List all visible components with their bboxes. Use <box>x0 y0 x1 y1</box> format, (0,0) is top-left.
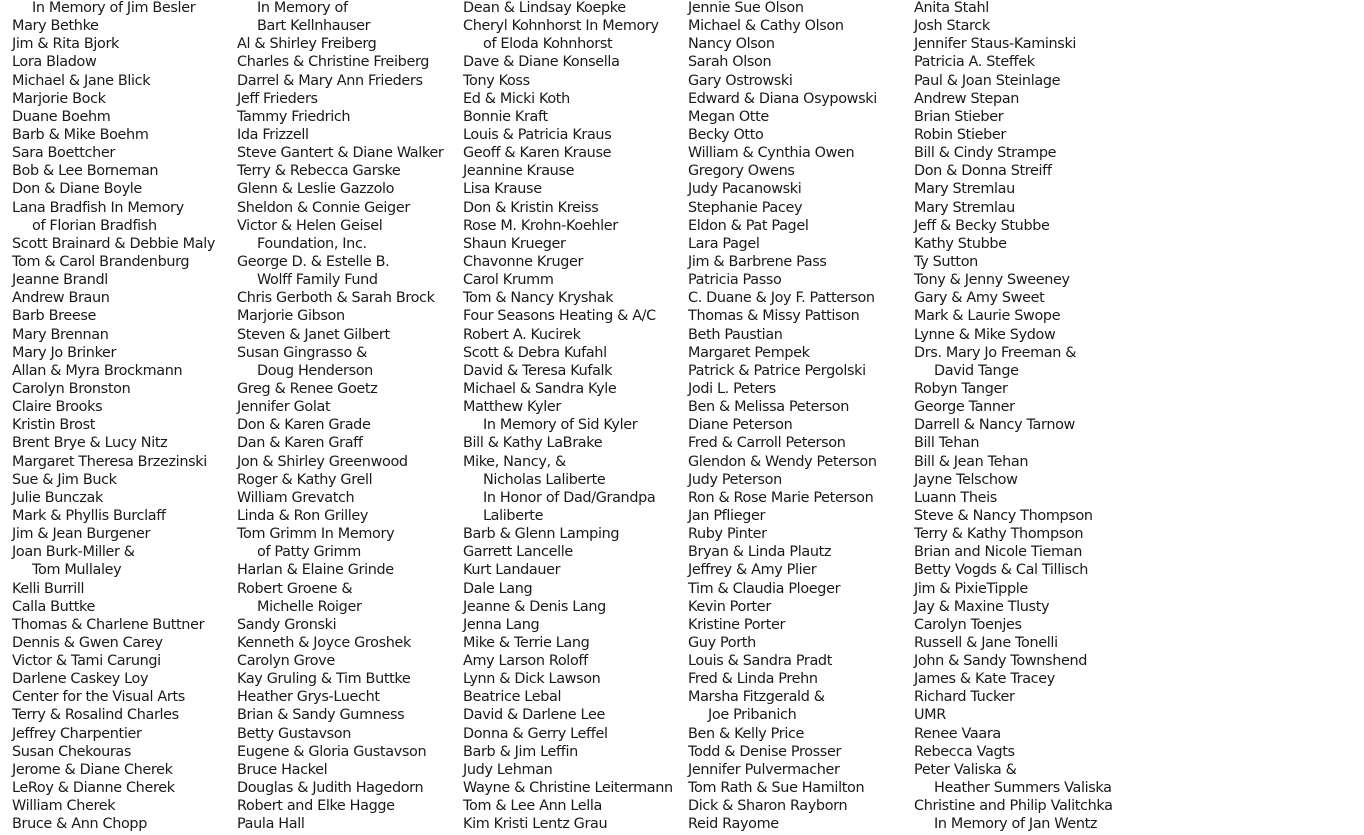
donor-name: Chavonne Kruger <box>463 253 584 270</box>
donor-name: Michael & Jane Blick <box>12 72 151 89</box>
donor-name: Julie Bunczak <box>12 489 103 506</box>
donor-name: Susan Chekouras <box>12 743 132 760</box>
donor-name: Barb Breese <box>12 308 96 325</box>
donor-name: Mike & Terrie Lang <box>463 634 590 651</box>
donor-name: Greg & Renee Goetz <box>237 380 378 397</box>
donor-name: Scott & Debra Kufahl <box>463 344 607 361</box>
donor-name: Darlene Caskey Loy <box>12 671 149 688</box>
donor-name: Robin Stieber <box>914 126 1006 143</box>
donor-name: Kevin Porter <box>688 598 771 615</box>
donor-name: William Grevatch <box>237 489 355 506</box>
donor-name-continuation: of Eloda Kohnhorst <box>483 36 613 53</box>
donor-name-continuation: of Florian Bradfish <box>32 217 157 234</box>
donor-name: Dick & Sharon Rayborn <box>688 798 848 815</box>
donor-name: Linda & Ron Grilley <box>237 507 369 524</box>
donor-name: LeRoy & Dianne Cherek <box>12 780 175 797</box>
donor-name: Eugene & Gloria Gustavson <box>237 743 427 760</box>
donor-name: Bob & Lee Borneman <box>12 163 159 180</box>
donor-name: Christine and Philip Valitchka <box>914 798 1113 815</box>
donor-name: Allan & Myra Brockmann <box>12 362 183 379</box>
donor-name: Tim & Claudia Ploeger <box>688 580 841 597</box>
donor-name: Paula Hall <box>237 816 305 833</box>
donor-name: William & Cynthia Owen <box>688 145 855 162</box>
donor-name: David & Darlene Lee <box>463 707 605 724</box>
donor-name: Al & Shirley Freiberg <box>237 36 377 53</box>
donor-name: Jenna Lang <box>463 616 540 633</box>
donor-name: Bruce & Ann Chopp <box>12 816 147 833</box>
donor-name: Tom & Carol Brandenburg <box>12 253 190 270</box>
donor-name-continuation: In Memory of Jan Wentz <box>934 816 1098 833</box>
donor-name: John & Sandy Townshend <box>914 653 1088 670</box>
donor-name: Judy Pacanowski <box>688 181 802 198</box>
donor-name: Jennifer Golat <box>237 399 331 416</box>
donor-name: Gregory Owens <box>688 163 795 180</box>
donor-name: Sara Boettcher <box>12 145 115 162</box>
donor-name: Kim Kristi Lentz Grau <box>463 816 608 833</box>
donor-name: Kathy Stubbe <box>914 235 1007 252</box>
donor-name: Claire Brooks <box>12 399 103 416</box>
donor-name: Marsha Fitzgerald & <box>688 689 825 706</box>
donor-name: Mary Stremlau <box>914 181 1015 198</box>
donor-name: Charles & Christine Freiberg <box>237 54 430 71</box>
donor-name: Jennie Sue Olson <box>688 0 804 16</box>
donor-name: Mary Bethke <box>12 18 99 35</box>
donor-name: Cheryl Kohnhorst In Memory <box>463 18 659 35</box>
donor-name-continuation: Michelle Roiger <box>257 598 362 615</box>
donor-name: Jeanne Brandl <box>12 272 108 289</box>
donor-name: Sue & Jim Buck <box>12 471 117 488</box>
donor-name: Four Seasons Heating & A/C <box>463 308 656 325</box>
donor-name: Mark & Phyllis Burclaff <box>12 507 166 524</box>
donor-name: Margaret Pempek <box>688 344 810 361</box>
donor-name: Bryan & Linda Plautz <box>688 544 832 561</box>
donor-name: Jeanne & Denis Lang <box>463 598 606 615</box>
donor-name: Betty Gustavson <box>237 725 352 742</box>
donor-name: Tom & Nancy Kryshak <box>463 290 614 307</box>
donor-name-continuation: In Memory of Jim Besler <box>32 0 196 16</box>
donor-name: David & Teresa Kufalk <box>463 362 613 379</box>
donor-name: Barb & Jim Leffin <box>463 743 578 760</box>
donor-name: Jim & PixieTipple <box>914 580 1028 597</box>
donor-name: Glendon & Wendy Peterson <box>688 453 877 470</box>
donor-name: Carolyn Bronston <box>12 380 131 397</box>
donor-name: Luann Theis <box>914 489 997 506</box>
donor-name: Steve Gantert & Diane Walker <box>237 145 444 162</box>
donor-name: Barb & Glenn Lamping <box>463 526 620 543</box>
donor-name: Marjorie Bock <box>12 90 106 107</box>
donor-name: Mary Brennan <box>12 326 109 343</box>
donor-name-continuation: Doug Henderson <box>257 362 373 379</box>
donor-name: Carol Krumm <box>463 272 554 289</box>
donor-name-continuation: Bart Kellnhauser <box>257 18 371 35</box>
donor-name: Wayne & Christine Leitermann <box>463 780 673 797</box>
donor-name: Patricia Passo <box>688 272 782 289</box>
donor-name: Sandy Gronski <box>237 616 337 633</box>
donor-name: Todd & Denise Prosser <box>688 743 842 760</box>
donor-name: Geoff & Karen Krause <box>463 145 612 162</box>
donor-name: Megan Otte <box>688 108 769 125</box>
donor-name: Josh Starck <box>914 18 990 35</box>
donor-name: Jeff & Becky Stubbe <box>914 217 1050 234</box>
donor-name: George D. & Estelle B. <box>237 253 390 270</box>
donor-name-continuation: Laliberte <box>483 507 544 524</box>
donor-name-continuation: In Honor of Dad/Grandpa <box>483 489 656 506</box>
donor-column-3 <box>463 0 687 833</box>
donor-name: Don & Karen Grade <box>237 417 371 434</box>
donor-name: Beatrice Lebal <box>463 689 562 706</box>
donor-name: Drs. Mary Jo Freeman & <box>914 344 1077 361</box>
donor-name: Amy Larson Roloff <box>463 653 588 670</box>
donor-name: Mary Stremlau <box>914 199 1015 216</box>
donor-name: Jayne Telschow <box>914 471 1018 488</box>
donor-name: Jeff Frieders <box>237 90 318 107</box>
donor-name: Brent Brye & Lucy Nitz <box>12 435 168 452</box>
donor-name-continuation: Tom Mullaley <box>32 562 122 579</box>
donor-name: Louis & Sandra Pradt <box>688 653 833 670</box>
donor-name: Jerome & Diane Cherek <box>12 761 173 778</box>
donor-name: Renee Vaara <box>914 725 1001 742</box>
donor-name: Matthew Kyler <box>463 399 561 416</box>
donor-name: Ty Sutton <box>914 253 978 270</box>
donor-name: Peter Valiska & <box>914 761 1017 778</box>
donor-name: Scott Brainard & Debbie Maly <box>12 235 216 252</box>
donor-name: Eldon & Pat Pagel <box>688 217 809 234</box>
donor-name: Jan Pflieger <box>688 507 766 524</box>
donor-column-2 <box>237 0 461 833</box>
donor-name: Tony Koss <box>463 72 530 89</box>
donor-name: Jim & Barbrene Pass <box>688 253 827 270</box>
donor-name: Bill & Cindy Strampe <box>914 145 1057 162</box>
donor-name-continuation: Joe Pribanich <box>708 707 797 724</box>
donor-name: Lynne & Mike Sydow <box>914 326 1056 343</box>
donor-name: Dave & Diane Konsella <box>463 54 620 71</box>
donor-name: Becky Otto <box>688 126 764 143</box>
donor-name: Terry & Kathy Thompson <box>914 526 1084 543</box>
donor-name: Joan Burk-Miller & <box>12 544 135 561</box>
donor-name: C. Duane & Joy F. Patterson <box>688 290 875 307</box>
donor-name: Mary Jo Brinker <box>12 344 117 361</box>
donor-name: Ben & Melissa Peterson <box>688 399 850 416</box>
donor-name: Bill Tehan <box>914 435 980 452</box>
donor-name: Donna & Gerry Leffel <box>463 725 608 742</box>
donor-name: Jeffrey & Amy Plier <box>688 562 817 579</box>
donor-name: James & Kate Tracey <box>914 671 1055 688</box>
donor-name: Dan & Karen Graff <box>237 435 363 452</box>
donor-name: Lynn & Dick Lawson <box>463 671 601 688</box>
donor-name: Ed & Micki Koth <box>463 90 570 107</box>
donor-name: Douglas & Judith Hagedorn <box>237 780 424 797</box>
donor-column-1 <box>12 0 236 833</box>
donor-name: Kristin Brost <box>12 417 96 434</box>
donor-name: Jeannine Krause <box>463 163 575 180</box>
donor-name: Stephanie Pacey <box>688 199 803 216</box>
donor-name-continuation: In Memory of <box>257 0 348 16</box>
donor-name: Bruce Hackel <box>237 761 328 778</box>
donor-name: Terry & Rosalind Charles <box>12 707 179 724</box>
donor-name: Harlan & Elaine Grinde <box>237 562 394 579</box>
donor-name: Sarah Olson <box>688 54 772 71</box>
donor-name: Louis & Patricia Kraus <box>463 126 612 143</box>
donor-name: Jennifer Pulvermacher <box>688 761 840 778</box>
donor-name-continuation: Nicholas Laliberte <box>483 471 606 488</box>
donor-name: Steven & Janet Gilbert <box>237 326 390 343</box>
donor-name: Don & Diane Boyle <box>12 181 142 198</box>
donor-name: Reid Rayome <box>688 816 779 833</box>
donor-name: Don & Kristin Kreiss <box>463 199 599 216</box>
donor-name: Chris Gerboth & Sarah Brock <box>237 290 435 307</box>
donor-name: Diane Peterson <box>688 417 793 434</box>
donor-name: Judy Lehman <box>463 761 553 778</box>
donor-name: Ruby Pinter <box>688 526 767 543</box>
donor-name: Lisa Krause <box>463 181 542 198</box>
donor-name: Jim & Jean Burgener <box>12 526 151 543</box>
donor-name: Jodi L. Peters <box>688 380 776 397</box>
donor-name: Rebecca Vagts <box>914 743 1015 760</box>
donor-name: Glenn & Leslie Gazzolo <box>237 181 395 198</box>
donor-name: Kristine Porter <box>688 616 786 633</box>
donor-name: Ben & Kelly Price <box>688 725 805 742</box>
donor-name: Bonnie Kraft <box>463 108 548 125</box>
donor-name: Kelli Burrill <box>12 580 85 597</box>
donor-name: Judy Peterson <box>688 471 782 488</box>
donor-name: Tammy Friedrich <box>237 108 351 125</box>
donor-name: Lara Pagel <box>688 235 760 252</box>
donor-name-continuation: Foundation, Inc. <box>257 235 367 252</box>
donor-name: Steve & Nancy Thompson <box>914 507 1093 524</box>
donor-name: Sheldon & Connie Geiger <box>237 199 410 216</box>
donor-name: UMR <box>914 707 946 724</box>
donor-name: Edward & Diana Osypowski <box>688 90 877 107</box>
donor-name: Heather Grys-Luecht <box>237 689 380 706</box>
donor-name: Fred & Carroll Peterson <box>688 435 846 452</box>
donor-column-4 <box>688 0 912 833</box>
donor-name: Lana Bradfish In Memory <box>12 199 184 216</box>
donor-name: Robert Groene & <box>237 580 353 597</box>
donor-name: Tony & Jenny Sweeney <box>914 272 1070 289</box>
donor-name: Barb & Mike Boehm <box>12 126 149 143</box>
donor-name: Tom Grimm In Memory <box>237 526 395 543</box>
donor-name: Jay & Maxine Tlusty <box>914 598 1050 615</box>
donor-name: Terry & Rebecca Garske <box>237 163 401 180</box>
donor-name: Dean & Lindsay Koepke <box>463 0 626 16</box>
donor-name: George Tanner <box>914 399 1015 416</box>
donor-name: Jim & Rita Bjork <box>12 36 119 53</box>
donor-name: Bill & Kathy LaBrake <box>463 435 603 452</box>
donor-name: Dale Lang <box>463 580 533 597</box>
donor-name: Carolyn Toenjes <box>914 616 1022 633</box>
donor-name: Calla Buttke <box>12 598 96 615</box>
donor-name: Susan Gingrasso & <box>237 344 368 361</box>
donor-name: Brian & Sandy Gumness <box>237 707 405 724</box>
donor-name: Mark & Laurie Swope <box>914 308 1061 325</box>
donor-name: Lora Bladow <box>12 54 97 71</box>
donor-name: Andrew Braun <box>12 290 110 307</box>
donor-name: Guy Porth <box>688 634 756 651</box>
donor-name: Jennifer Staus-Kaminski <box>914 36 1077 53</box>
donor-name: Thomas & Charlene Buttner <box>12 616 205 633</box>
donor-name: Thomas & Missy Pattison <box>688 308 860 325</box>
donor-name: Fred & Linda Prehn <box>688 671 818 688</box>
donor-name: Michael & Cathy Olson <box>688 18 844 35</box>
donor-name: Ida Frizzell <box>237 126 309 143</box>
donor-name: Ron & Rose Marie Peterson <box>688 489 874 506</box>
donor-name: Jeffrey Charpentier <box>12 725 142 742</box>
donor-name-continuation: Wolff Family Fund <box>257 272 378 289</box>
donor-name-continuation: Heather Summers Valiska <box>934 780 1112 797</box>
donor-name: Gary & Amy Sweet <box>914 290 1045 307</box>
donor-name: Robert and Elke Hagge <box>237 798 395 815</box>
donor-name: Robert A. Kucirek <box>463 326 581 343</box>
donor-name: Patrick & Patrice Pergolski <box>688 362 866 379</box>
donor-name: Anita Stahl <box>914 0 989 16</box>
donor-name: Tom Rath & Sue Hamilton <box>688 780 865 797</box>
donor-name: Roger & Kathy Grell <box>237 471 373 488</box>
donor-name: Duane Boehm <box>12 108 111 125</box>
donor-name: Russell & Jane Tonelli <box>914 634 1058 651</box>
donor-name: Dennis & Gwen Carey <box>12 634 163 651</box>
donor-name: Mike, Nancy, & <box>463 453 566 470</box>
donor-name: Victor & Helen Geisel <box>237 217 383 234</box>
donor-name-continuation: David Tange <box>934 362 1019 379</box>
donor-column-5 <box>914 0 1138 833</box>
donor-name: Kenneth & Joyce Groshek <box>237 634 412 651</box>
donor-name: Nancy Olson <box>688 36 775 53</box>
donor-name: Brian Stieber <box>914 108 1004 125</box>
donor-name: Garrett Lancelle <box>463 544 573 561</box>
donor-name: Tom & Lee Ann Lella <box>463 798 603 815</box>
donor-name: Kay Gruling & Tim Buttke <box>237 671 411 688</box>
donor-name-continuation: of Patty Grimm <box>257 544 361 561</box>
donor-name: Paul & Joan Steinlage <box>914 72 1061 89</box>
donor-name: Patricia A. Steffek <box>914 54 1035 71</box>
donor-name: Andrew Stepan <box>914 90 1020 107</box>
donor-name: Marjorie Gibson <box>237 308 345 325</box>
donor-name: Center for the Visual Arts <box>12 689 185 706</box>
donor-name: Jon & Shirley Greenwood <box>237 453 408 470</box>
donor-name-continuation: In Memory of Sid Kyler <box>483 417 638 434</box>
donor-name: Don & Donna Streiff <box>914 163 1052 180</box>
donor-name: Victor & Tami Carungi <box>12 653 161 670</box>
donor-name: Brian and Nicole Tieman <box>914 544 1082 561</box>
donor-name: Carolyn Grove <box>237 653 335 670</box>
donor-name: Michael & Sandra Kyle <box>463 380 617 397</box>
donor-name: Shaun Krueger <box>463 235 566 252</box>
donor-name: Richard Tucker <box>914 689 1015 706</box>
donor-name: Beth Paustian <box>688 326 783 343</box>
donor-name: Bill & Jean Tehan <box>914 453 1029 470</box>
donor-name: Darrell & Nancy Tarnow <box>914 417 1075 434</box>
donor-name: Kurt Landauer <box>463 562 561 579</box>
donor-name: Betty Vogds & Cal Tillisch <box>914 562 1088 579</box>
donor-name: Robyn Tanger <box>914 380 1008 397</box>
donor-name: Gary Ostrowski <box>688 72 793 89</box>
donor-name: Darrel & Mary Ann Frieders <box>237 72 423 89</box>
donor-name: Rose M. Krohn-Koehler <box>463 217 618 234</box>
donor-name: Margaret Theresa Brzezinski <box>12 453 207 470</box>
donor-name: William Cherek <box>12 798 116 815</box>
